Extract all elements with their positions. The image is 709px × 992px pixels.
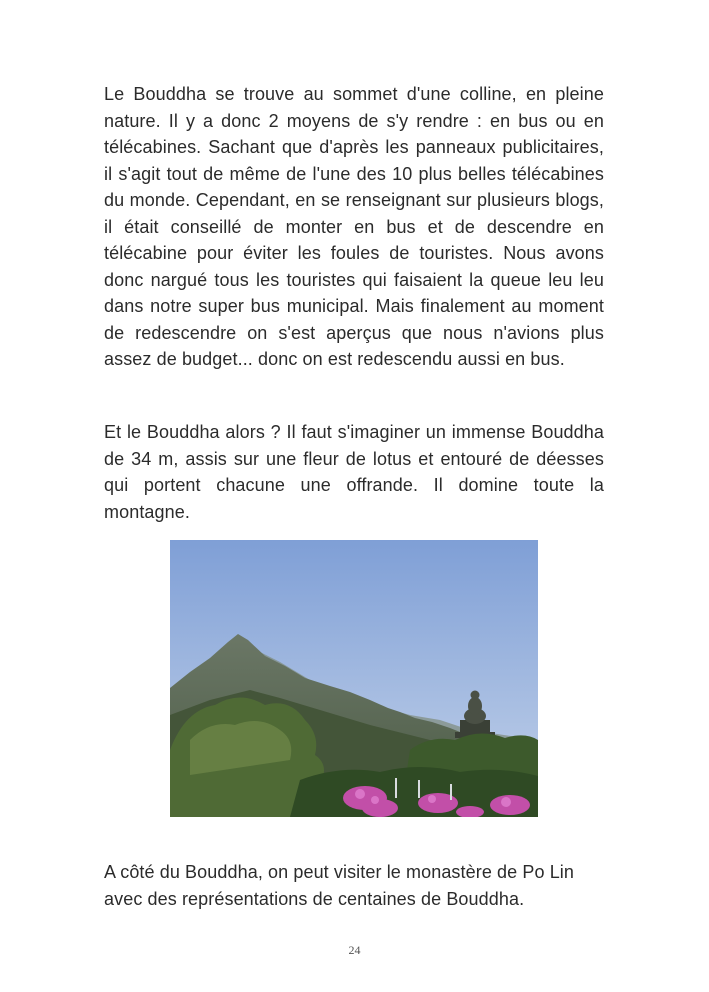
photo-tian-tan-buddha-mountain	[170, 540, 538, 817]
paragraph-bus-or-cable-car: Le Bouddha se trouve au sommet d'une colline, en pleine nature. Il y a donc 2 moyens de s'y rendre : en bus ou en télécabines. Sachant que d'après les panneaux publicitaires, il s'agit tout de même de l'une des 10 plus belles télécabines du monde. Cependant, en se renseignant sur plusieurs blogs, il était conseillé de monter en bus et de descendre en télécabine pour éviter les foules de touristes. Nous avons donc nargué tous les touristes qui faisaient la queue leu leu dans notre super bus municipal. Mais finalement au moment de redescendre on s'est aperçus que nous n'avions plus assez de budget... donc on est redescendu aussi en bus.	[104, 84, 604, 369]
paragraph-po-lin-monastery: A côté du Bouddha, on peut visiter le monastère de Po Lin avec des représentations de centaines de Bouddha.	[104, 862, 575, 909]
paragraph-buddha-description: Et le Bouddha alors ? Il faut s'imaginer un immense Bouddha de 34 m, assis sur une fleur de lotus et entouré de déesses qui portent chacune une offrande. Il domine toute la montagne.	[104, 422, 604, 522]
page-number: 24	[348, 943, 361, 957]
